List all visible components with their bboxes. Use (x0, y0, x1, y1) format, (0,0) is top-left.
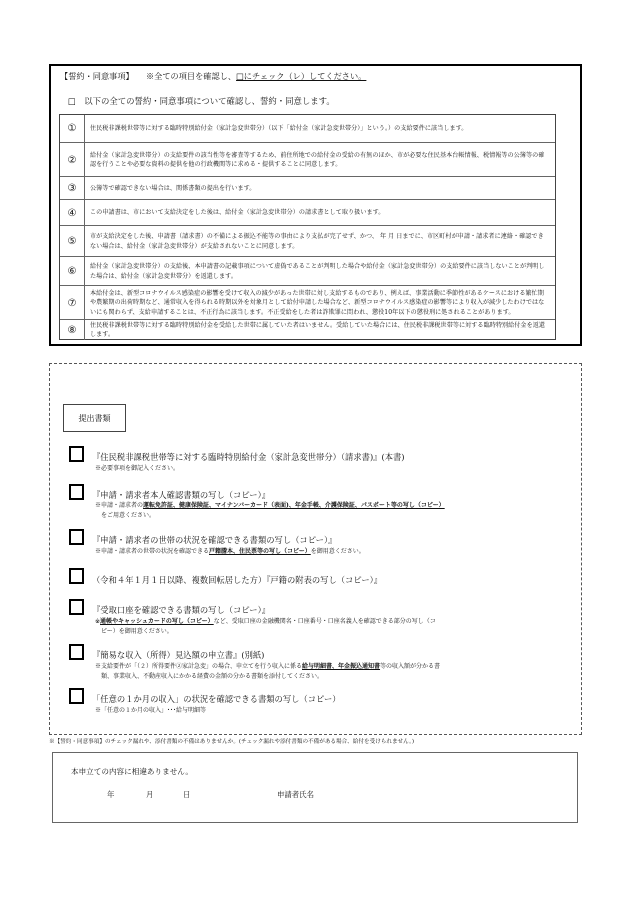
doc-title-bank-account: 『受取口座を確認できる書類の写し（コピー）』 (92, 605, 271, 615)
doc-title-household: 『申請・請求者の世帯の状況を確認できる書類の写し（コピー）』 (92, 535, 337, 545)
pledge-item-number: ⑦ (60, 286, 85, 320)
doc-note (95, 547, 365, 556)
doc-title-id-copy: 『申請・請求者本人確認書類の写し（コピー）』 (92, 490, 271, 500)
doc-checkbox-family-register[interactable] (69, 568, 84, 584)
pledge-item-number: ⑤ (60, 226, 85, 257)
doc-note-text: など、受取口座の金融機関名・口座番号・口座名義人を確認できる部分の写し（コ (213, 618, 436, 625)
pledge-item-text: 住民税非課税世帯等に対する臨時特別給付金を受給した世帯に属していた者はいません。受給していた場合には、住民税非課税世帯等に対する臨時特別給付金を返還します。 (90, 321, 546, 338)
pledge-header (60, 72, 366, 80)
doc-checkbox-monthly-income[interactable] (69, 688, 84, 704)
pledge-header-instruction-underlined: □にチェック（レ）してください。 (236, 71, 367, 81)
pledge-item-text: この申請書は、市において支給決定をした後は、給付金（家計急変世帯分）の請求書として取り扱います。 (90, 209, 385, 217)
pledge-item (60, 256, 555, 286)
doc-checkbox-income-statement[interactable] (69, 644, 84, 660)
pledge-item-text: 市が支給決定をした後、申請書（請求書）の不備による振込不能等の事由により支払が完了せず、かつ、 年 月 日までに、市区町村が申請・請求者に連絡・確認できない場合は、給付金（家計急変世帯分）が支給されないことに同意します。 (90, 233, 544, 250)
doc-note: をご用意ください。 (101, 512, 156, 519)
pledge-item (60, 176, 555, 200)
pledge-agree-all-row[interactable] (68, 97, 335, 105)
doc-note-text: ※支給要件が「（２）所得要件②家計急変」の場合、申立てを行う収入に係る (95, 663, 303, 670)
doc-note-underlined: 戸籍謄本、住民票等の写し（コピー） (209, 548, 311, 555)
doc-title-income-statement: 『簡易な収入（所得）見込額の申立書』(別紙) (92, 650, 265, 660)
agree-all-checkbox[interactable]: □ (68, 96, 76, 106)
doc-note: 類、事業収入、不動産収入にかかる経費の金額の分かる書類を添付してください。 (101, 673, 324, 680)
pledge-item (60, 142, 555, 177)
doc-checkbox-bank-account[interactable] (69, 599, 84, 615)
pledge-item-text: 公簿等で確認できない場合は、関係書類の提出を行います。 (90, 184, 256, 192)
doc-note: ※必要事項を御記入ください。 (95, 465, 180, 472)
applicant-name-label: 申請者氏名 (277, 790, 314, 799)
pledge-item (60, 285, 555, 320)
pledge-header-label: 【誓約・同意事項】 (60, 71, 130, 81)
pledge-item (60, 199, 555, 226)
doc-note-text: ※申請・請求者の世帯の状況を確認できる (95, 548, 210, 555)
pledge-item-text: 本給付金は、新型コロナウイルス感染症の影響を受けて収入の減少があった世帯に対し支給するものであり、例えば、事業活動に季節性があるケースにおける繁忙期や農繁期の出荷時期など、通常収入を得られる時期以外を対象月として給付申請した場合など、新型コロナウイルス感染症の影響等により収入が減少したわけではないにも関わらず、支給申請することは、不正行為に該当します。不正受給をした者は詐欺罪に問われ、懲役10年以下の懲役刑に処されることがあります。 (90, 290, 545, 316)
doc-note-text: を御用意ください。 (310, 548, 365, 555)
doc-note (95, 617, 436, 626)
doc-note-text: 等の収入額が分かる書 (380, 663, 441, 670)
doc-note-underlined: 給与明細書、年金振込通知書 (302, 663, 381, 670)
pledge-item-text: 住民税非課税世帯等に対する臨時特別給付金（家計急変世帯分）（以下「給付金（家計急変世帯分）」という。）の支給要件に該当します。 (90, 124, 468, 132)
pledge-item-number: ⑧ (60, 320, 85, 340)
footer-note: ※【誓約・同意事項】のチェック漏れや、添付書類の不備はありませんか。(チェック漏れや添付書類の不備がある場合、給付を受けられません。) (49, 739, 415, 745)
doc-checkbox-claim-form[interactable] (69, 446, 84, 462)
pledge-item (60, 115, 555, 142)
pledge-item-number: ① (60, 115, 85, 142)
pledge-items-table (59, 114, 556, 340)
agree-all-label: 以下の全ての誓約・同意事項について確認し、誓約・同意します。 (84, 96, 335, 106)
declaration-year-label: 年 (107, 790, 115, 799)
declaration-text: 本申立ての内容に相違ありません。 (71, 767, 193, 776)
pledge-item-text: 給付金（家計急変世帯分）の支給要件の該当性等を審査等するため、前住所地での給付金の受給の有無のほか、市が必要な住民基本台帳情報、税情報等の公簿等の確認を行うことや必要な資料の提供を他の行政機関等に求める・提供することに同意します。 (90, 151, 545, 168)
doc-note: ピー）を御用意ください。 (101, 628, 173, 635)
doc-note (95, 501, 445, 510)
documents-title: 提出書類 (63, 404, 126, 432)
pledge-item-number: ② (60, 143, 85, 177)
pledge-item-number: ④ (60, 200, 85, 226)
doc-checkbox-id-copy[interactable] (69, 484, 84, 500)
declaration-day-label: 日 (183, 790, 191, 799)
declaration-month-label: 月 (146, 790, 154, 799)
pledge-item (60, 319, 555, 340)
declaration-section (52, 752, 578, 823)
doc-note-underlined: 通帳やキャッシュカードの写し（コピー） (100, 618, 214, 625)
pledge-item (60, 225, 555, 257)
doc-note-text: ※申請・請求者の (95, 502, 144, 509)
doc-title-monthly-income: 「任意の１か月の収入」の状況を確認できる書類の写し（コピー） (92, 694, 341, 704)
doc-note (95, 662, 440, 671)
pledge-item-text: 給付金（家計急変世帯分）の支給後、本申請書の記載事項について虚偽であることが判明した場合や給付金（家計急変世帯分）の支給要件に該当しないことが判明した場合は、給付金（家計急変世帯分）を返還します。 (90, 263, 545, 280)
doc-title-claim-form: 『住民税非課税世帯等に対する臨時特別給付金（家計急変世帯分）（請求書)』(本書) (92, 452, 405, 462)
doc-note-text: ※ (95, 618, 101, 625)
pledge-item-number: ③ (60, 177, 85, 200)
doc-checkbox-household[interactable] (69, 529, 84, 545)
pledge-item-number: ⑥ (60, 257, 85, 286)
pledge-header-instruction: ※全ての項目を確認し、 (145, 71, 237, 81)
doc-title-family-register: （令和４年１月１日以降、複数回転居した方）『戸籍の附表の写し（コピー）』 (92, 575, 383, 585)
doc-note-underlined: 運転免許証、健康保険証、マイナンバーカード（表面)、年金手帳、介護保険証、パスポート等の写し（コピー） (143, 502, 445, 509)
doc-note: ※「任意の１か月の収入」･･･給与明細等 (95, 707, 207, 714)
